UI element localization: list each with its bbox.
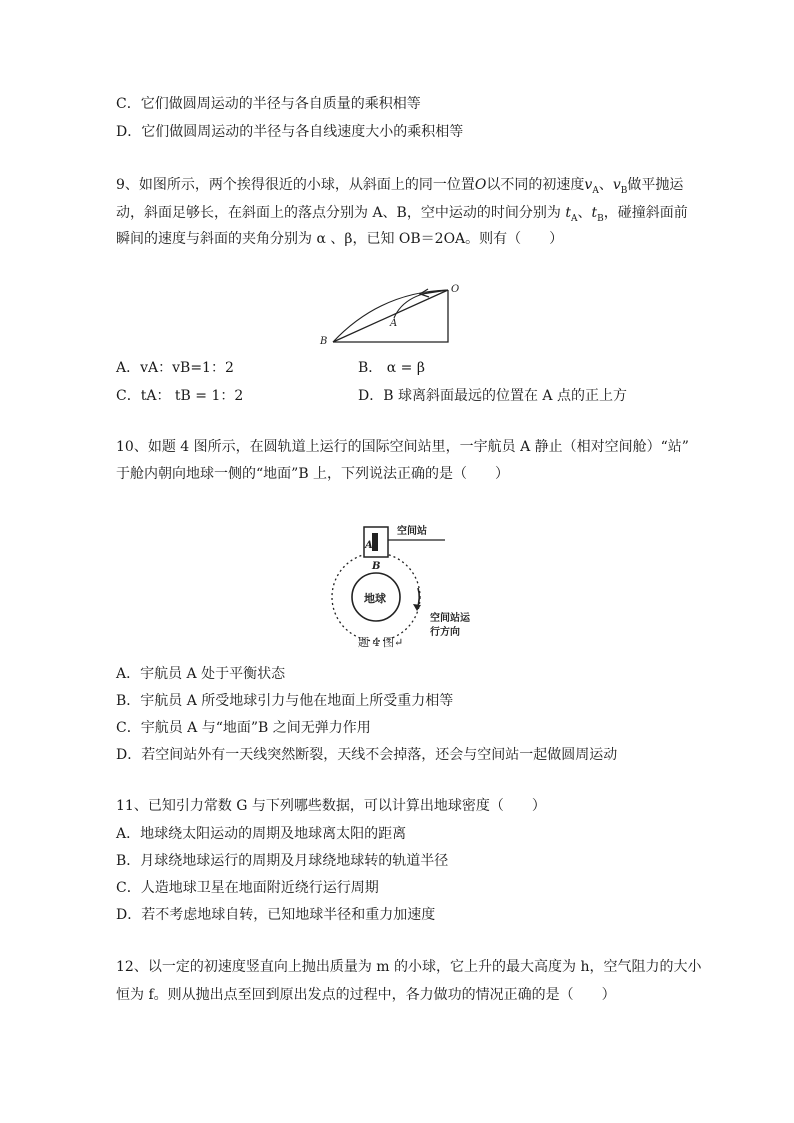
q10-option-b: B．宇航员 A 所受地球引力与他在地面上所受重力相等 bbox=[116, 693, 454, 709]
label-earth: 地球 bbox=[364, 592, 386, 605]
q10-stem-line-1: 10、如题 4 图所示，在圆轨道上运行的国际空间站里，一宇航员 A 静止（相对空间舱）“站” bbox=[116, 439, 689, 455]
q10-space-station-figure bbox=[325, 518, 475, 653]
q11-option-d: D．若不考虑地球自转，已知地球半径和重力加速度 bbox=[116, 907, 436, 923]
label-dir-1: 空间站运 bbox=[430, 613, 470, 624]
q8-option-c: C．它们做圆周运动的半径与各自质量的乘积相等 bbox=[116, 96, 421, 112]
q11-option-b: B．月球绕地球运行的周期及月球绕地球转的轨道半径 bbox=[116, 853, 449, 869]
label-a: A bbox=[390, 318, 398, 329]
direction-arrowhead bbox=[413, 604, 421, 611]
q9-stem-line-3: 瞬间的速度与斜面的夹角分别为 α 、β，已知 OB＝2OA。则有（ ） bbox=[116, 231, 564, 247]
label-dir-2: 行方向 bbox=[430, 627, 460, 638]
q10-option-d: D．若空间站外有一天线突然断裂，天线不会掉落，还会与空间站一起做圆周运动 bbox=[116, 747, 618, 763]
q11-option-a: A．地球绕太阳运动的周期及地球离太阳的距离 bbox=[116, 826, 407, 842]
q9-option-b: B． α = β bbox=[358, 360, 425, 376]
q9-option-d: D．B 球离斜面最远的位置在 A 点的正上方 bbox=[358, 388, 627, 404]
incline-slope bbox=[333, 290, 448, 342]
q11-stem: 11、已知引力常数 G 与下列哪些数据，可以计算出地球密度（ ） bbox=[116, 798, 546, 814]
label-station: 空间站 bbox=[397, 526, 427, 537]
q11-option-c: C．人造地球卫星在地面附近绕行运行周期 bbox=[116, 880, 379, 896]
q9-option-c: C．tA： tB = 1：2 bbox=[116, 388, 244, 404]
q8-option-d: D．它们做圆周运动的半径与各自线速度大小的乘积相等 bbox=[116, 124, 464, 140]
label-o: O bbox=[451, 284, 460, 295]
q9-option-a: A．vA：vB=1：2 bbox=[116, 360, 234, 376]
figure-caption: 题 4 图↵ bbox=[358, 636, 404, 649]
q12-stem-line-2: 恒为 f。则从抛出点至回到原出发点的过程中，各力做功的情况正确的是（ ） bbox=[116, 987, 616, 1003]
label-a: A bbox=[365, 540, 373, 551]
astronaut-figure bbox=[372, 533, 378, 551]
q9-stem-line-1: 9、如图所示，两个挨得很近的小球，从斜面上的同一位置O以不同的初速度$v_A$、$v_B$做平抛运 bbox=[116, 177, 684, 196]
label-b: B bbox=[320, 336, 328, 347]
q9-stem-line-2: 动，斜面足够长，在斜面上的落点分别为 A、B，空中运动的时间分别为 $t_A$、$t_B$，碰撞斜面前 bbox=[116, 205, 688, 224]
q10-option-a: A．宇航员 A 处于平衡状态 bbox=[116, 666, 286, 682]
q10-option-c: C．宇航员 A 与“地面”B 之间无弹力作用 bbox=[116, 720, 371, 736]
q12-stem-line-1: 12、以一定的初速度竖直向上抛出质量为 m 的小球，它上升的最大高度为 h，空气阻力的大小 bbox=[116, 959, 702, 975]
label-b: B bbox=[372, 561, 381, 572]
q9-incline-figure bbox=[310, 280, 470, 350]
q10-stem-line-2: 于舱内朝向地球一侧的“地面”B 上，下列说法正确的是（ ） bbox=[116, 466, 510, 482]
